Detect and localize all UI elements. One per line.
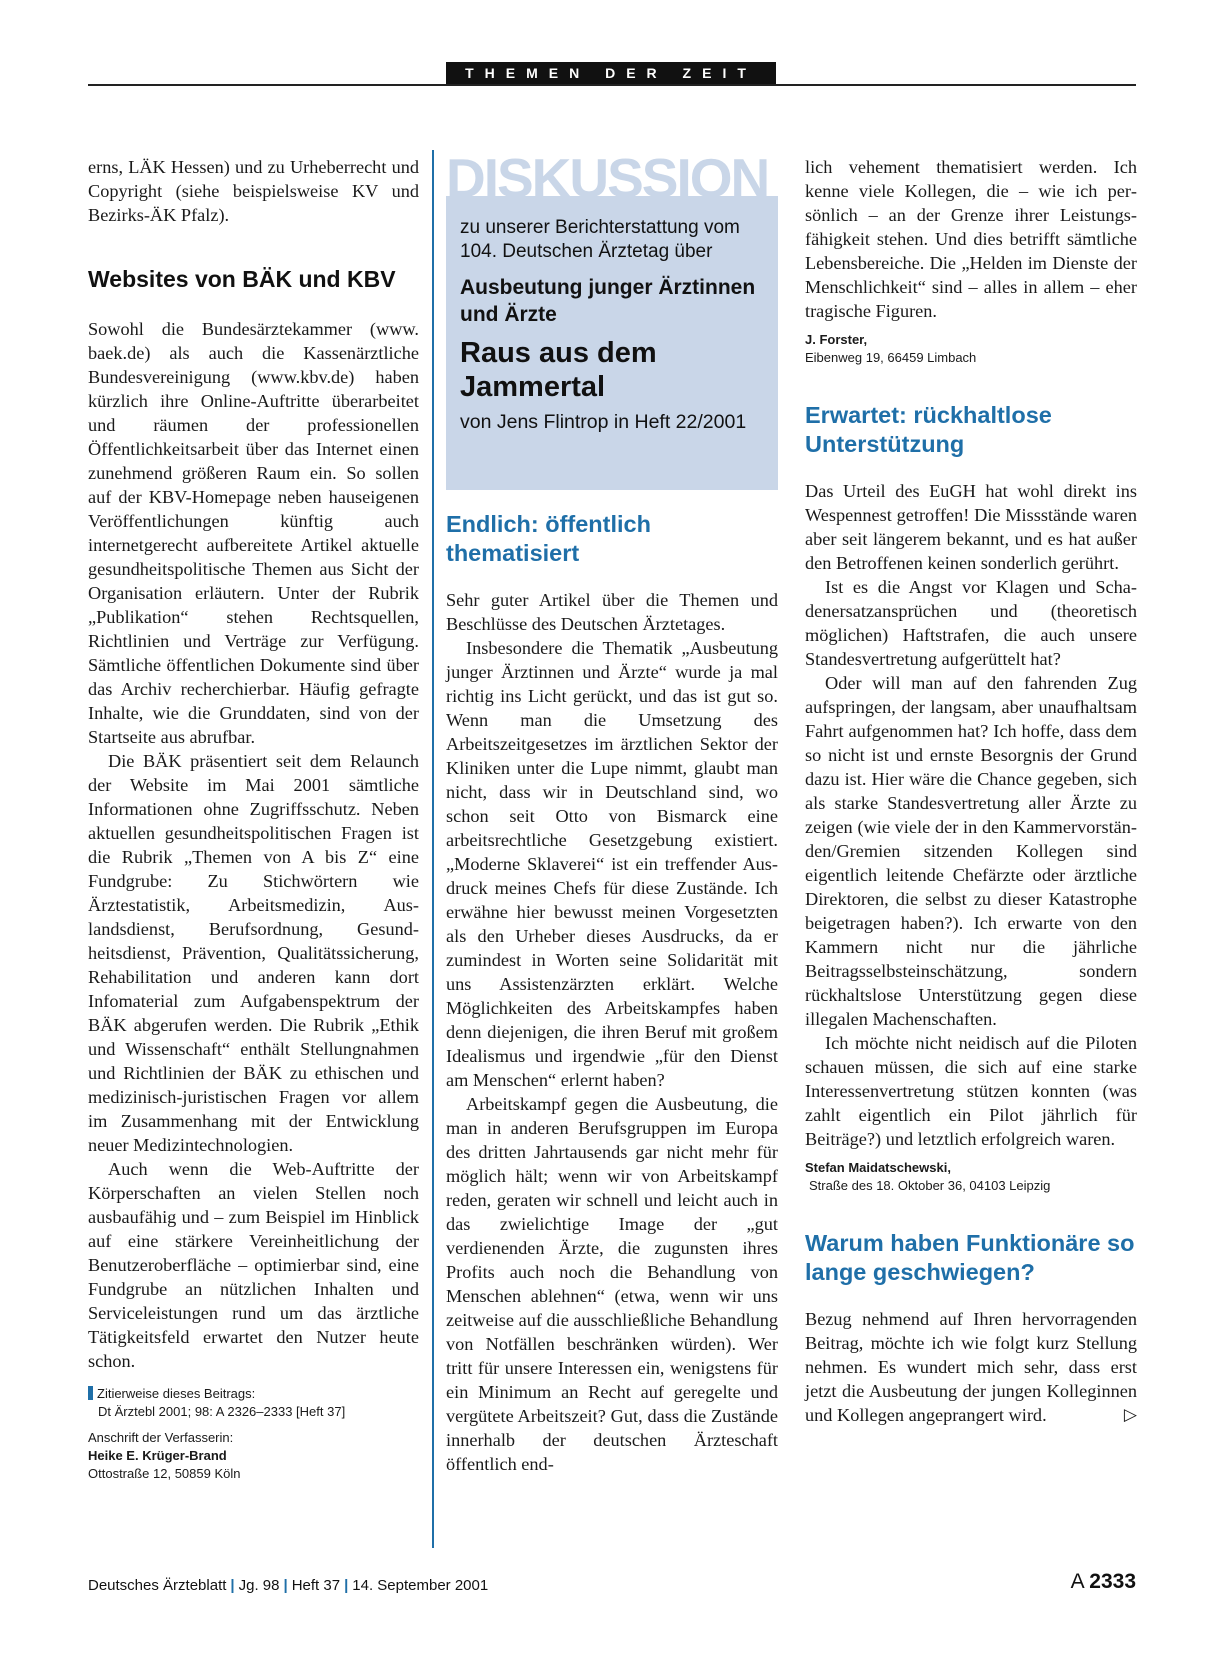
- date: 14. September 2001: [352, 1577, 489, 1594]
- discussion-word: DISKUSSION: [446, 147, 769, 209]
- section-header: THEMEN DER ZEIT: [446, 62, 776, 84]
- paragraph: Sowohl die Bundesärztekammer (www. baek.de) als auch die Kassenärztliche Bundesvereinigung (www.kbv.de) haben kürzlich ihre Online-Auftritte überarbeitet und räumen der professionellen Öffentlichkeitsarbeit über das Internet einen zunehmend größeren Raum ein. So sollen auf der KBV-Homepage neben hauseigenen Veröffentlichungen künftig auch internetgerecht aufbereitete Artikel aktuelle gesundheitspolitische Themen aus Sicht der Organisation erläutern. Unter der Rubrik „Publikation“ stehen Rechtsquellen, Richtlinien und Verträge zur Verfügung. Sämtliche öffentlichen Dokumente sind über das Archiv recherchierbar. Häufig gefragte Inhalte, wie die Grunddaten, sind von der Startseite aus abrufbar.: [88, 319, 419, 747]
- column-right: [805, 155, 1137, 1427]
- section-heading: Websites von BÄK und KBV: [88, 266, 396, 292]
- paragraph: Das Urteil des EuGH hat wohl direkt ins Wespennest getroffen! Die Missstände waren aber seit längerem bekannt, und es hat außer den Betroffenen keinen sonderlich gerührt.: [805, 481, 1137, 573]
- discussion-intro: zu unserer Berichterstattung vom 104. Deutschen Ärztetag über: [460, 217, 740, 262]
- journal-name: Deutsches Ärzteblatt: [88, 1577, 227, 1594]
- paragraph: Die BÄK präsentiert seit dem Relaunch der Website im Mai 2001 sämtliche Informationen ohne Zugriffsschutz. Neben aktuellen gesundheitspolitischen Fragen ist die Rubrik „Themen von A bis Z“ eine Fundgrube: Zu Stichwörtern wie Ärztestatistik, Arbeitsmedizin, Auslandsdienst, Berufsordnung, Gesundheitsdienst, Prävention, Qualitätssicherung, Rehabilitation und anderen kann dort Infomaterial zum Aufgabenspektrum der BÄK abgerufen werden. Die Rubrik „Ethik und Wissenschaft“ enthält Stellungnahmen und Richtlinien der BÄK zu ethischen und medizinisch-juristischen Fragen vor allem im Zusammenhang mit der Entwicklung neuer Medizintechnologien.: [88, 751, 419, 1155]
- paragraph: Oder will man auf den fahrenden Zug aufspringen, der langsam, aber unaufhaltsam Fahrt aufgenommen hat? Ich hoffe, dass dem so nicht ist und ernste Besorgnis der Grund dazu ist. Hier wäre die Chance gegeben, sich als starke Standesvertretung aller Ärzte zu zeigen (wie viele der in den Kammervorständen/Gremien sitzenden Kollegen sind eigentlich leitende Chefärzte oder ärztliche Direktoren, die selbst zu dieser Katastrophe beigetragen haben?). Ich erwarte von den Kammern nicht nur die jährliche Beitragsselbsteinschätzung, sondern rückhaltslose Unterstützung gegen diese illegalen Machenschaften.: [805, 673, 1137, 1029]
- page-footer: Deutsches Ärzteblatt | Jg. 98 | Heft 37 | 14. September 2001: [88, 1577, 489, 1594]
- discussion-subtitle: Ausbeutung junger Ärztinnen und Ärzte: [460, 276, 756, 326]
- paragraph: Ist es die Angst vor Klagen und Schadenersatzansprüchen und (theoretisch möglichen) Haftstrafen, die auch unsere Standesvertretung aufgerüttelt hat?: [805, 577, 1137, 669]
- page-number: A 2333: [1070, 1570, 1136, 1593]
- letter-heading: Endlich: öffentlich thematisiert: [446, 511, 651, 566]
- paragraph: Arbeitskampf gegen die Ausbeutung, die man in anderen Berufsgruppen im Europa des dritten Jahrtausends gar nicht mehr für möglich hält; wenn wir von Arbeitskampf reden, geraten wir schnell und leicht auch in das zwielichtige Image der „gut verdienenden Ärzte, die zugunsten ihres Profits auch noch die Behandlung von Menschen ablehnen“ (etwa, wenn wir uns zeitweise auf die ausschließliche Behandlung von Notfällen beschränken würden). Wer tritt für unsere Interessen ein, wenigstens für ein Minimum an Recht auf geregelte und vergütete Arbeitszeit? Gut, dass die Zustände innerhalb der deutschen Ärzteschaft öffentlich end-: [446, 1094, 778, 1474]
- continue-arrow-icon: ▷: [1123, 1405, 1137, 1425]
- column-rule: [432, 150, 434, 1548]
- volume: Jg. 98: [238, 1577, 280, 1594]
- citation-label: Zitierweise dieses Beitrags:: [88, 1385, 419, 1403]
- paragraph: Ich möchte nicht neidisch auf die Piloten schauen müssen, die sich auf eine starke Interessenvertretung stützen konnten (was zahlt eigentlich ein Pilot jährlich für Beiträge?) und letztlich erfolgreich waren.: [805, 1033, 1137, 1149]
- accent-bar: [88, 1386, 93, 1400]
- letter-heading: Warum haben Funktionäre so lange geschwiegen?: [805, 1230, 1135, 1285]
- signature-name: J. Forster,: [805, 332, 868, 347]
- paragraph: erns, LÄK Hessen) und zu Urheberrecht und Copyright (siehe beispielsweise KV und Bezirks-ÄK Pfalz).: [88, 157, 419, 225]
- discussion-title: Raus aus dem Jammertal: [460, 337, 657, 403]
- letter-heading: Erwartet: rückhaltlose Unterstützung: [805, 402, 1052, 457]
- citation-reference: Dt Ärztebl 2001; 98: A 2326–2333 [Heft 37]: [98, 1404, 346, 1419]
- header-rule: [88, 84, 1136, 86]
- discussion-author: von Jens Flintrop in Heft 22/2001: [460, 411, 747, 433]
- address-label: Anschrift der Verfasserin:: [88, 1430, 234, 1445]
- column-middle: [446, 510, 778, 1476]
- signature-address: Straße des 18. Oktober 36, 04103 Leipzig: [809, 1178, 1051, 1193]
- signature-address: Eibenweg 19, 66459 Limbach: [805, 350, 977, 365]
- author-address: Ottostraße 12, 50859 Köln: [88, 1466, 241, 1481]
- signature-name: Stefan Maidatschewski,: [805, 1160, 951, 1175]
- discussion-box: [446, 196, 778, 490]
- issue: Heft 37: [291, 1577, 341, 1594]
- paragraph: Insbesondere die Thematik „Ausbeutung junger Ärztinnen und Ärzte“ wurde ja mal richtig ins Licht gerückt, und das ist gut so. Wenn man die Umsetzung des Arbeitszeitgesetzes im ärztlichen Sektor der Kliniken unter die Lupe nimmt, glaubt man nicht, dass wir in Deutschland sind, wo schon seit Otto von Bismarck eine arbeitsrechtliche Gesetzgebung existiert. „Moderne Sklaverei“ ist ein treffender Ausdruck meines Chefs für diese Zustände. Ich erwähne hier bewusst meinen Vorgesetzten als den Urheber dieses Ausdrucks, da er zumindest in Worten seine Solidarität mit uns Assistenzärzten erklärt. Welche Möglichkeiten des Arbeitskampfes haben denn diejenigen, die ihren Beruf mit großem Idealismus und irgendwie „für den Dienst am Menschen“ erlernt haben?: [446, 638, 778, 1090]
- paragraph: Sehr guter Artikel über die Themen und Beschlüsse des Deutschen Ärztetages.: [446, 590, 778, 634]
- column-left: [88, 155, 419, 1483]
- paragraph: Auch wenn die Web-Auftritte der Körperschaften an vielen Stellen noch ausbaufähig und – zum Beispiel im Hinblick auf eine stärkere Vereinheitlichung der Benutzeroberfläche – optimierbar sind, eine Fundgrube an nützlichen Inhalten und Serviceleistungen rund um das ärztliche Tätigkeitsfeld erwartet den Nutzer heute schon.: [88, 1159, 419, 1371]
- paragraph: lich vehement thematisiert werden. Ich kenne viele Kollegen, die – wie ich persönlich – an der Grenze ihrer Leistungsfähigkeit stehen. Und dies betrifft sämtliche Lebensbereiche. Die „Helden im Dienste der Menschlichkeit“ sind – alles in allem – eher tragische Figuren.: [805, 157, 1137, 321]
- author-name: Heike E. Krüger-Brand: [88, 1448, 227, 1463]
- paragraph: Bezug nehmend auf Ihren hervorragenden Beitrag, möchte ich wie folgt kurz Stellung nehmen. Es wundert mich sehr, dass erst jetzt die Ausbeutung der jungen Kolleginnen und Kollegen angeprangert wird. ▷: [805, 1309, 1137, 1425]
